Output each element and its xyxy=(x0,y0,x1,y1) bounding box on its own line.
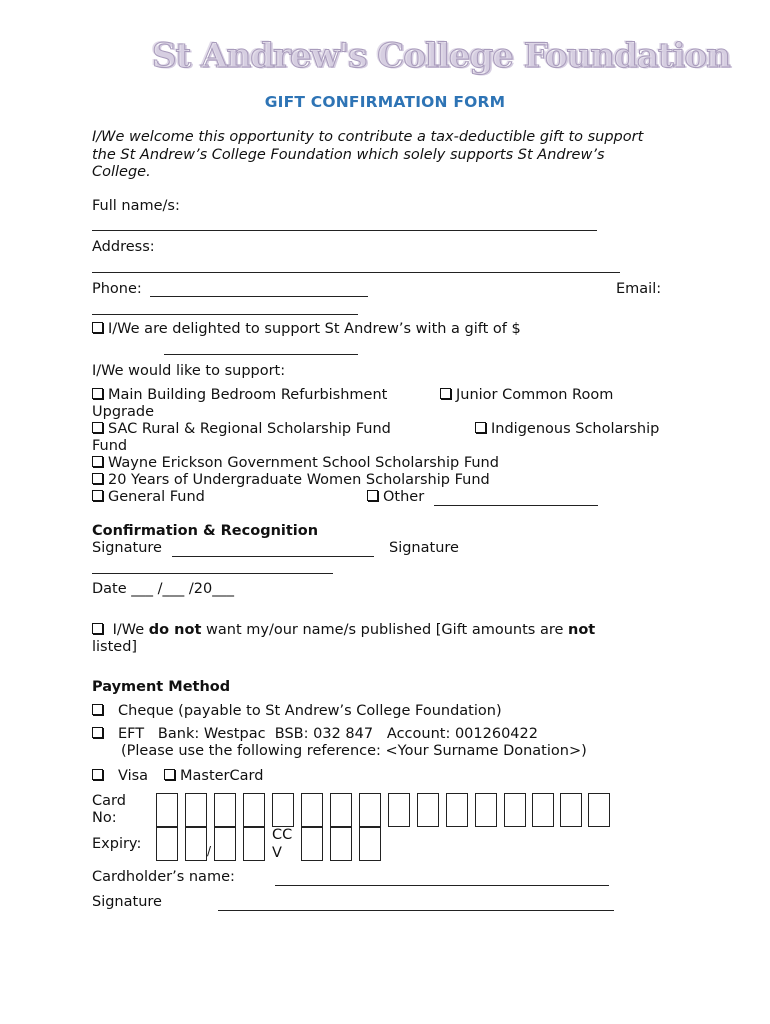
option-wayne-erickson[interactable]: Wayne Erickson Government School Scholarship Fund xyxy=(92,455,499,471)
address-label: Address: xyxy=(92,239,155,255)
indigenous-checkbox[interactable] xyxy=(475,422,486,433)
card-number-box-5[interactable] xyxy=(272,793,294,827)
option-indigenous-cont: Fund xyxy=(92,438,128,454)
eft-reference: (Please use the following reference: <Your Surname Donation>) xyxy=(121,743,587,759)
card-number-box-13[interactable] xyxy=(504,793,526,827)
expiry-slash: / xyxy=(207,844,212,858)
email-field[interactable] xyxy=(92,314,358,315)
payment-mastercard[interactable]: MasterCard xyxy=(164,768,263,784)
publish-checkbox[interactable] xyxy=(92,623,103,634)
expiry-box-2[interactable] xyxy=(185,827,207,861)
gift-amount-row xyxy=(92,321,521,337)
option-other[interactable]: Other xyxy=(367,489,424,505)
payment-signature-label: Signature xyxy=(92,894,162,910)
card-number-box-9[interactable] xyxy=(388,793,410,827)
support-heading: I/We would like to support: xyxy=(92,363,286,379)
twenty-years-checkbox[interactable] xyxy=(92,473,103,484)
ccv-box-3[interactable] xyxy=(359,827,381,861)
card-number-box-16[interactable] xyxy=(588,793,610,827)
ccv-box-1[interactable] xyxy=(301,827,323,861)
signature-label-2: Signature xyxy=(389,540,459,556)
form-title: GIFT CONFIRMATION FORM xyxy=(264,93,506,111)
cardholder-label: Cardholder’s name: xyxy=(92,869,235,885)
payment-signature-field[interactable] xyxy=(218,910,614,911)
cheque-checkbox[interactable] xyxy=(92,704,103,715)
signature-label-1: Signature xyxy=(92,540,162,556)
other-checkbox[interactable] xyxy=(367,490,378,501)
expiry-box-3[interactable] xyxy=(214,827,236,861)
other-field[interactable] xyxy=(434,505,598,506)
payment-visa[interactable]: Visa xyxy=(92,768,148,784)
intro-paragraph: I/We welcome this opportunity to contribute a tax-deductible gift to support the St Andrew’s College Foundation which solely supports St Andrew’s College. xyxy=(92,129,644,180)
sac-rural-checkbox[interactable] xyxy=(92,422,103,433)
signature-field-1[interactable] xyxy=(172,556,374,557)
signature-field-2[interactable] xyxy=(92,573,333,574)
payment-cheque[interactable]: Cheque (payable to St Andrew’s College Foundation) xyxy=(92,703,502,719)
mastercard-checkbox[interactable] xyxy=(164,769,175,780)
visa-checkbox[interactable] xyxy=(92,769,103,780)
option-junior-common-room-cont: Upgrade xyxy=(92,404,154,420)
card-number-box-4[interactable] xyxy=(243,793,265,827)
card-number-box-15[interactable] xyxy=(560,793,582,827)
gift-amount-label: I/We are delighted to support St Andrew’s with a gift of $ xyxy=(108,321,521,337)
ccv-label-2: V xyxy=(272,845,282,861)
expiry-label: Expiry: xyxy=(92,836,142,852)
card-number-box-6[interactable] xyxy=(301,793,323,827)
payment-eft[interactable]: EFT Bank: Westpac BSB: 032 847 Account: 001260422 xyxy=(92,726,538,742)
gift-checkbox[interactable] xyxy=(92,322,103,333)
main-building-checkbox[interactable] xyxy=(92,388,103,399)
full-name-field[interactable] xyxy=(92,230,597,231)
option-indigenous[interactable]: Indigenous Scholarship xyxy=(475,421,659,437)
foundation-logo: St Andrew's College Foundation xyxy=(152,36,730,76)
card-no-label-2: No: xyxy=(92,810,117,826)
phone-label: Phone: xyxy=(92,281,142,297)
option-main-building[interactable]: Main Building Bedroom Refurbishment xyxy=(92,387,387,403)
phone-field[interactable] xyxy=(150,296,368,297)
cardholder-field[interactable] xyxy=(275,885,609,886)
address-field[interactable] xyxy=(92,272,620,273)
card-number-box-14[interactable] xyxy=(532,793,554,827)
confirmation-heading: Confirmation & Recognition xyxy=(92,523,319,539)
payment-heading: Payment Method xyxy=(92,679,231,695)
general-fund-checkbox[interactable] xyxy=(92,490,103,501)
expiry-box-1[interactable] xyxy=(156,827,178,861)
junior-common-room-checkbox[interactable] xyxy=(440,388,451,399)
wayne-erickson-checkbox[interactable] xyxy=(92,456,103,467)
expiry-box-4[interactable] xyxy=(243,827,265,861)
option-junior-common-room[interactable]: Junior Common Room xyxy=(440,387,613,403)
option-sac-rural[interactable]: SAC Rural & Regional Scholarship Fund xyxy=(92,421,391,437)
ccv-label-1: CC xyxy=(272,827,293,843)
card-number-box-11[interactable] xyxy=(446,793,468,827)
card-no-label-1: Card xyxy=(92,793,126,809)
publish-preference-cont: listed] xyxy=(92,639,138,655)
card-number-box-10[interactable] xyxy=(417,793,439,827)
card-number-box-1[interactable] xyxy=(156,793,178,827)
gift-amount-field[interactable] xyxy=(164,354,358,355)
card-number-box-12[interactable] xyxy=(475,793,497,827)
option-general-fund[interactable]: General Fund xyxy=(92,489,205,505)
card-number-box-8[interactable] xyxy=(359,793,381,827)
full-name-label: Full name/s: xyxy=(92,198,180,214)
email-label: Email: xyxy=(616,281,662,297)
option-twenty-years[interactable]: 20 Years of Undergraduate Women Scholarship Fund xyxy=(92,472,490,488)
card-number-box-3[interactable] xyxy=(214,793,236,827)
card-number-box-7[interactable] xyxy=(330,793,352,827)
date-field[interactable]: Date ___ /___ /20___ xyxy=(92,581,234,597)
card-number-box-2[interactable] xyxy=(185,793,207,827)
eft-checkbox[interactable] xyxy=(92,727,103,738)
ccv-box-2[interactable] xyxy=(330,827,352,861)
publish-preference-row: I/We do not want my/our name/s published [Gift amounts are not xyxy=(92,622,595,638)
